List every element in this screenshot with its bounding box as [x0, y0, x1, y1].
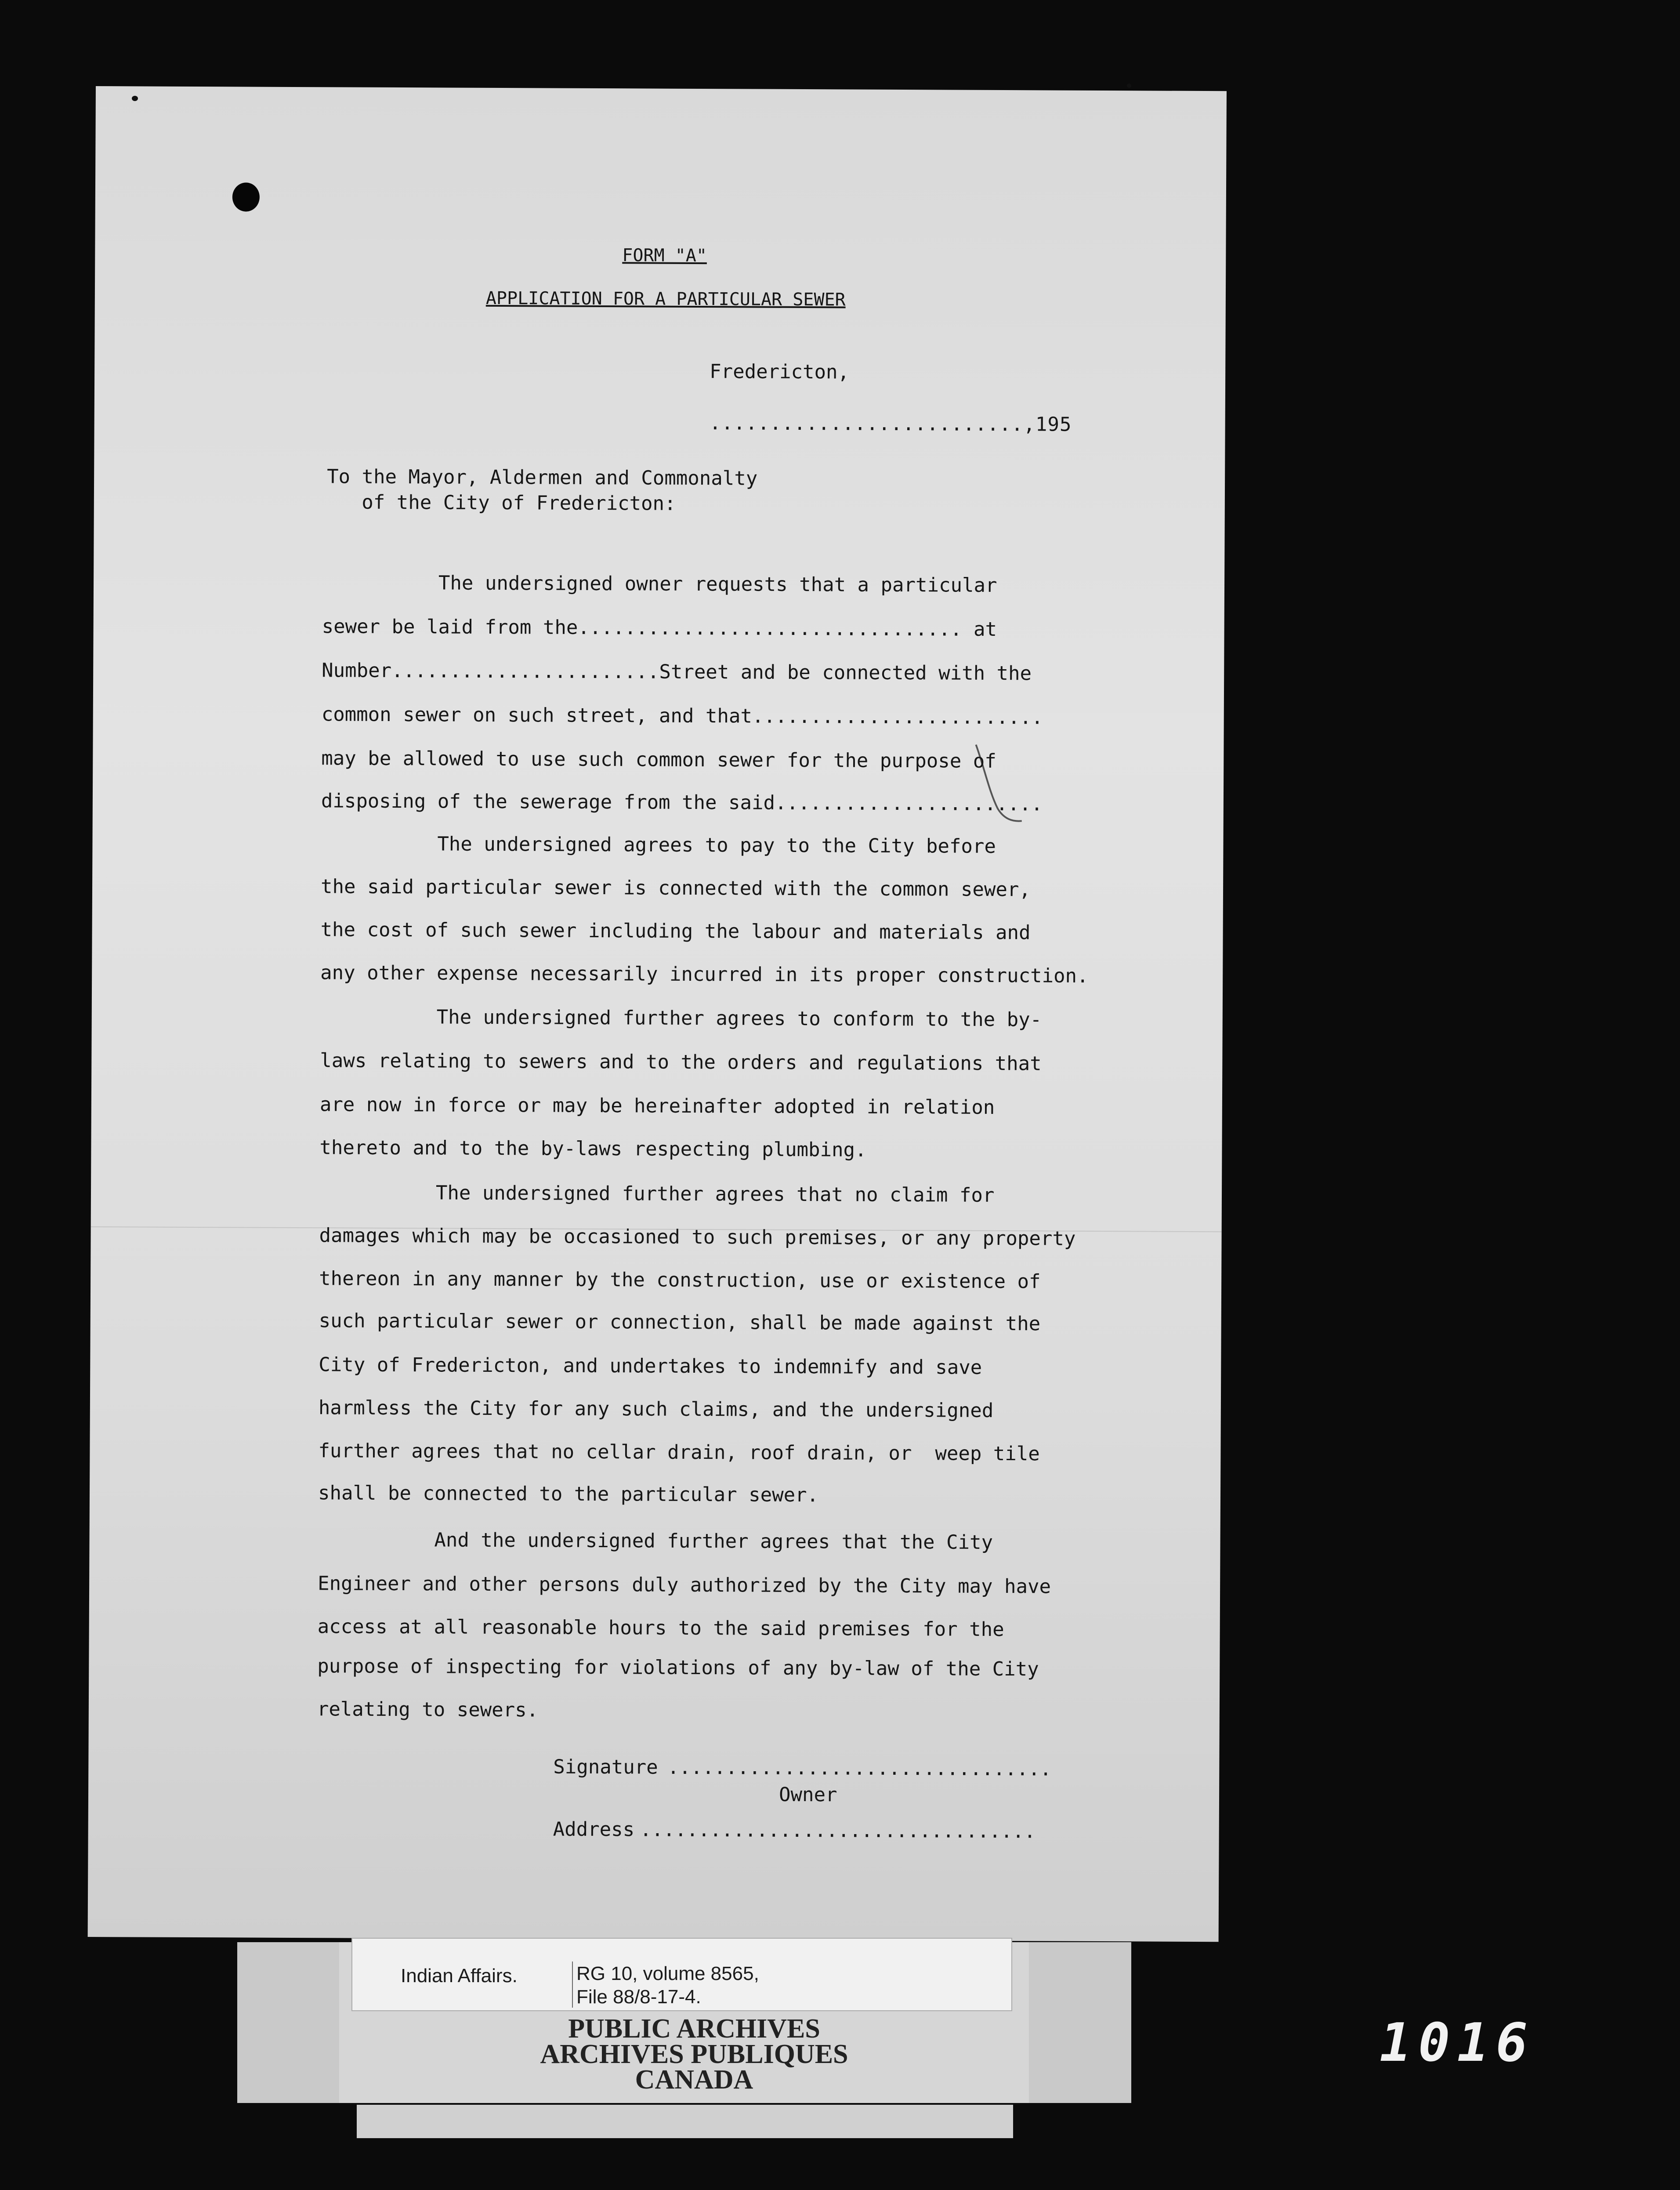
addressee-block: To the Mayor, Aldermen and Commonalty of the City of Fredericton: [326, 465, 758, 515]
body-line: The undersigned further agrees to conform to the by- [320, 1005, 1042, 1031]
body-line: further agrees that no cellar drain, roof drain, or weep tile [318, 1439, 1040, 1465]
body-line: harmless the City for any such claims, and the undersigned [318, 1396, 994, 1422]
body-line: any other expense necessarily incurred in its proper construction. [320, 961, 1089, 987]
form-subtitle: APPLICATION FOR A PARTICULAR SEWER [485, 288, 846, 310]
archive-stamp [518, 2014, 870, 2095]
body-line: The undersigned owner requests that a particular [322, 571, 997, 597]
form-title: FORM "A" [622, 245, 707, 266]
owner-label: Owner [778, 1783, 837, 1806]
body-line: common sewer on such street, and that......................... [321, 703, 1043, 729]
form-page [88, 86, 1227, 1942]
body-line: disposing of the sewerage from the said....................... [321, 790, 1043, 816]
archive-reference-label [351, 1938, 1012, 2011]
reference-volume: RG 10, volume 8565, [576, 1963, 759, 1984]
stamp-line-2: ARCHIVES PUBLIQUES [540, 2039, 848, 2069]
body-line: Engineer and other persons duly authorized by the City may have [318, 1572, 1051, 1598]
body-line: sewer be laid from the................................. at [322, 615, 997, 641]
form-body [317, 571, 1089, 1722]
body-line: may be allowed to use such common sewer for the purpose of [321, 747, 996, 772]
body-line: And the undersigned further agrees that the City [318, 1528, 993, 1554]
body-line: Number.......................Street and be connected with the [322, 659, 1032, 685]
body-line: damages which may be occasioned to such premises, or any property [319, 1224, 1076, 1250]
punch-hole [232, 182, 260, 211]
stamp-line-3: CANADA [635, 2065, 753, 2095]
date-line: ..........................,195 [709, 412, 1072, 436]
scan-speck [132, 96, 138, 101]
signature-line: ................................. [667, 1756, 1052, 1780]
holder-bottom-strip [357, 2105, 1013, 2138]
reference-file: File 88/8-17-4. [576, 1986, 701, 2008]
agency-name: Indian Affairs. [401, 1965, 518, 1987]
frame-number: 1016 [1379, 2012, 1535, 2074]
address-label: Address [553, 1818, 635, 1841]
body-line: shall be connected to the particular sewer. [318, 1482, 819, 1507]
address-line: .................................. [640, 1818, 1036, 1843]
body-line: The undersigned further agrees that no claim for [319, 1181, 995, 1207]
body-line: are now in force or may be hereinafter adopted in relation [319, 1093, 995, 1119]
body-line: City of Fredericton, and undertakes to indemnify and save [319, 1353, 982, 1379]
label-divider [572, 1962, 573, 2008]
scan-speck [1127, 83, 1131, 88]
body-line: laws relating to sewers and to the orders and regulations that [320, 1049, 1042, 1075]
place-name: Fredericton, [710, 360, 850, 384]
body-line: thereto and to the by-laws respecting plumbing. [319, 1136, 867, 1161]
body-line: the said particular sewer is connected with the common sewer, [320, 875, 1031, 901]
body-line: The undersigned agrees to pay to the City before [321, 832, 996, 858]
signature-label: Signature [553, 1755, 658, 1779]
body-line: access at all reasonable hours to the said premises for the [317, 1615, 1004, 1641]
body-line: the cost of such sewer including the labour and materials and [320, 918, 1031, 944]
body-line: thereon in any manner by the construction, use or existence of [319, 1267, 1041, 1293]
stamp-line-1: PUBLIC ARCHIVES [568, 2014, 820, 2044]
body-line: such particular sewer or connection, shall be made against the [319, 1309, 1041, 1335]
body-line: purpose of inspecting for violations of any by-law of the City [317, 1655, 1039, 1681]
body-line: relating to sewers. [317, 1698, 539, 1722]
